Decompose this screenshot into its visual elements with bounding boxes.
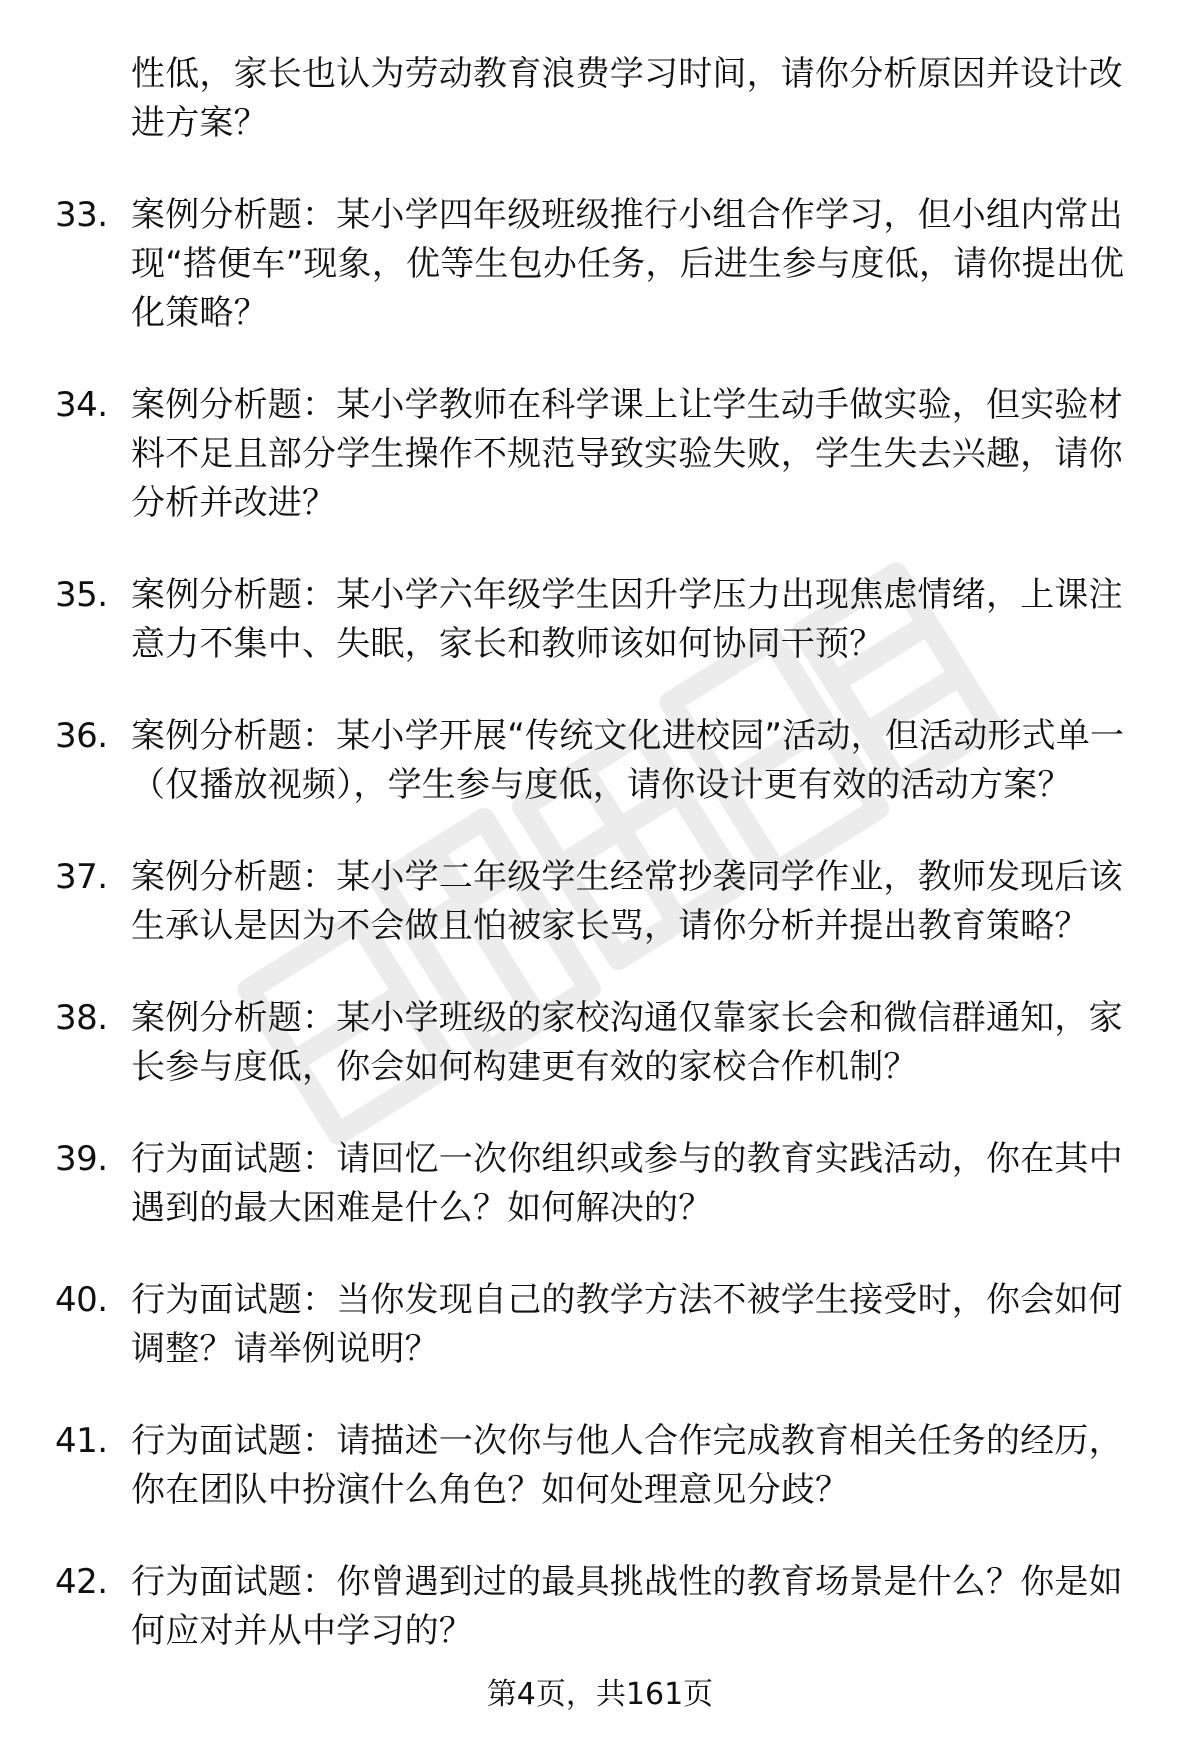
question-number: 38.	[55, 998, 108, 1038]
question-number: 42.	[55, 1562, 108, 1602]
list-item	[0, 853, 1200, 951]
question-text: 行为面试题：当你发现自己的教学方法不被学生接受时，你会如何调整？请举例说明？	[131, 1280, 1123, 1369]
question-text: 行为面试题：你曾遇到过的最具挑战性的教育场景是什么？你是如何应对并从中学习的？	[131, 1562, 1123, 1651]
question-text: 行为面试题：请描述一次你与他人合作完成教育相关任务的经历，你在团队中扮演什么角色？如何处理意见分歧？	[131, 1421, 1123, 1510]
question-number: 37.	[55, 857, 108, 897]
question-list	[0, 50, 1200, 1699]
question-number: 35.	[55, 575, 108, 615]
list-item-continuation	[0, 50, 1200, 148]
question-text: 案例分析题：某小学班级的家校沟通仅靠家长会和微信群通知，家长参与度低，你会如何构建更有效的家校合作机制？	[131, 998, 1123, 1087]
continuation-text: 性低，家长也认为劳动教育浪费学习时间，请你分析原因并设计改进方案？	[131, 54, 1123, 143]
list-item	[0, 994, 1200, 1092]
question-number: 41.	[55, 1421, 108, 1461]
question-number: 39.	[55, 1139, 108, 1179]
question-text: 案例分析题：某小学开展“传统文化进校园”活动，但活动形式单一（仅播放视频），学生参与度低，请你设计更有效的活动方案？	[131, 716, 1125, 805]
list-item	[0, 1417, 1200, 1515]
question-text: 行为面试题：请回忆一次你组织或参与的教育实践活动，你在其中遇到的最大困难是什么？如何解决的？	[131, 1139, 1123, 1228]
list-item	[0, 1276, 1200, 1374]
question-number: 34.	[55, 385, 108, 425]
list-item	[0, 191, 1200, 338]
list-item	[0, 1558, 1200, 1656]
list-item	[0, 571, 1200, 669]
question-number: 40.	[55, 1280, 108, 1320]
list-item	[0, 381, 1200, 528]
question-text: 案例分析题：某小学四年级班级推行小组合作学习，但小组内常出现“搭便车”现象，优等生包办任务，后进生参与度低，请你提出优化策略？	[131, 195, 1125, 333]
page-number: 第4页，共161页	[486, 1677, 714, 1712]
question-number: 33.	[55, 195, 108, 235]
list-item	[0, 1135, 1200, 1233]
question-text: 案例分析题：某小学二年级学生经常抄袭同学作业，教师发现后该生承认是因为不会做且怕被家长骂，请你分析并提出教育策略？	[131, 857, 1123, 946]
question-number: 36.	[55, 716, 108, 756]
list-item	[0, 712, 1200, 810]
question-text: 案例分析题：某小学教师在科学课上让学生动手做实验，但实验材料不足且部分学生操作不规范导致实验失败，学生失去兴趣，请你分析并改进？	[131, 385, 1123, 523]
question-text: 案例分析题：某小学六年级学生因升学压力出现焦虑情绪，上课注意力不集中、失眠，家长和教师该如何协同干预？	[131, 575, 1123, 664]
